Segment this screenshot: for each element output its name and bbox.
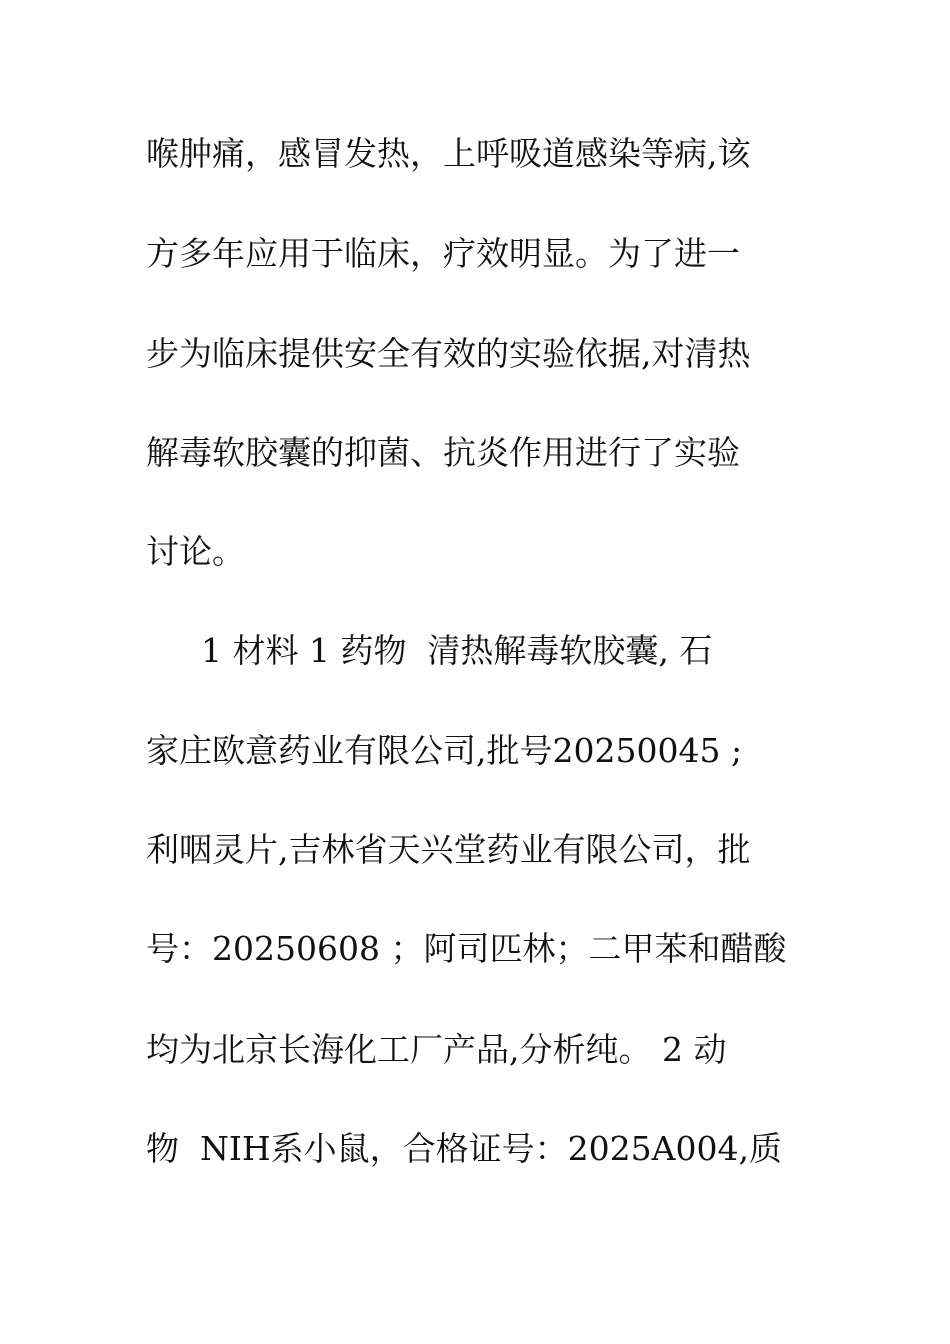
text-line: 均为北京长海化工厂产品,分析纯。 2 动 — [146, 1030, 727, 1069]
text-line: 号：20250608 ；阿司匹林；二甲苯和醋酸 — [146, 929, 787, 968]
text-line: 方多年应用于临床，疗效明显。为了进一 — [146, 234, 740, 273]
text-line: 物 NIH系小鼠，合格证号：2025A004,质 — [146, 1129, 782, 1168]
text-line: 家庄欧意药业有限公司,批号20250045 ; — [146, 731, 743, 770]
text-line: 1 材料 1 药物 清热解毒软胶囊, 石 — [180, 631, 713, 670]
text-line: 解毒软胶囊的抑菌、抗炎作用进行了实验 — [146, 433, 740, 472]
text-line: 喉肿痛，感冒发热，上呼吸道感染等病,该 — [146, 134, 751, 173]
text-line: 利咽灵片,吉林省天兴堂药业有限公司，批 — [146, 830, 751, 869]
text-line: 讨论。 — [146, 532, 245, 571]
text-line: 步为临床提供安全有效的实验依据,对清热 — [146, 334, 751, 373]
